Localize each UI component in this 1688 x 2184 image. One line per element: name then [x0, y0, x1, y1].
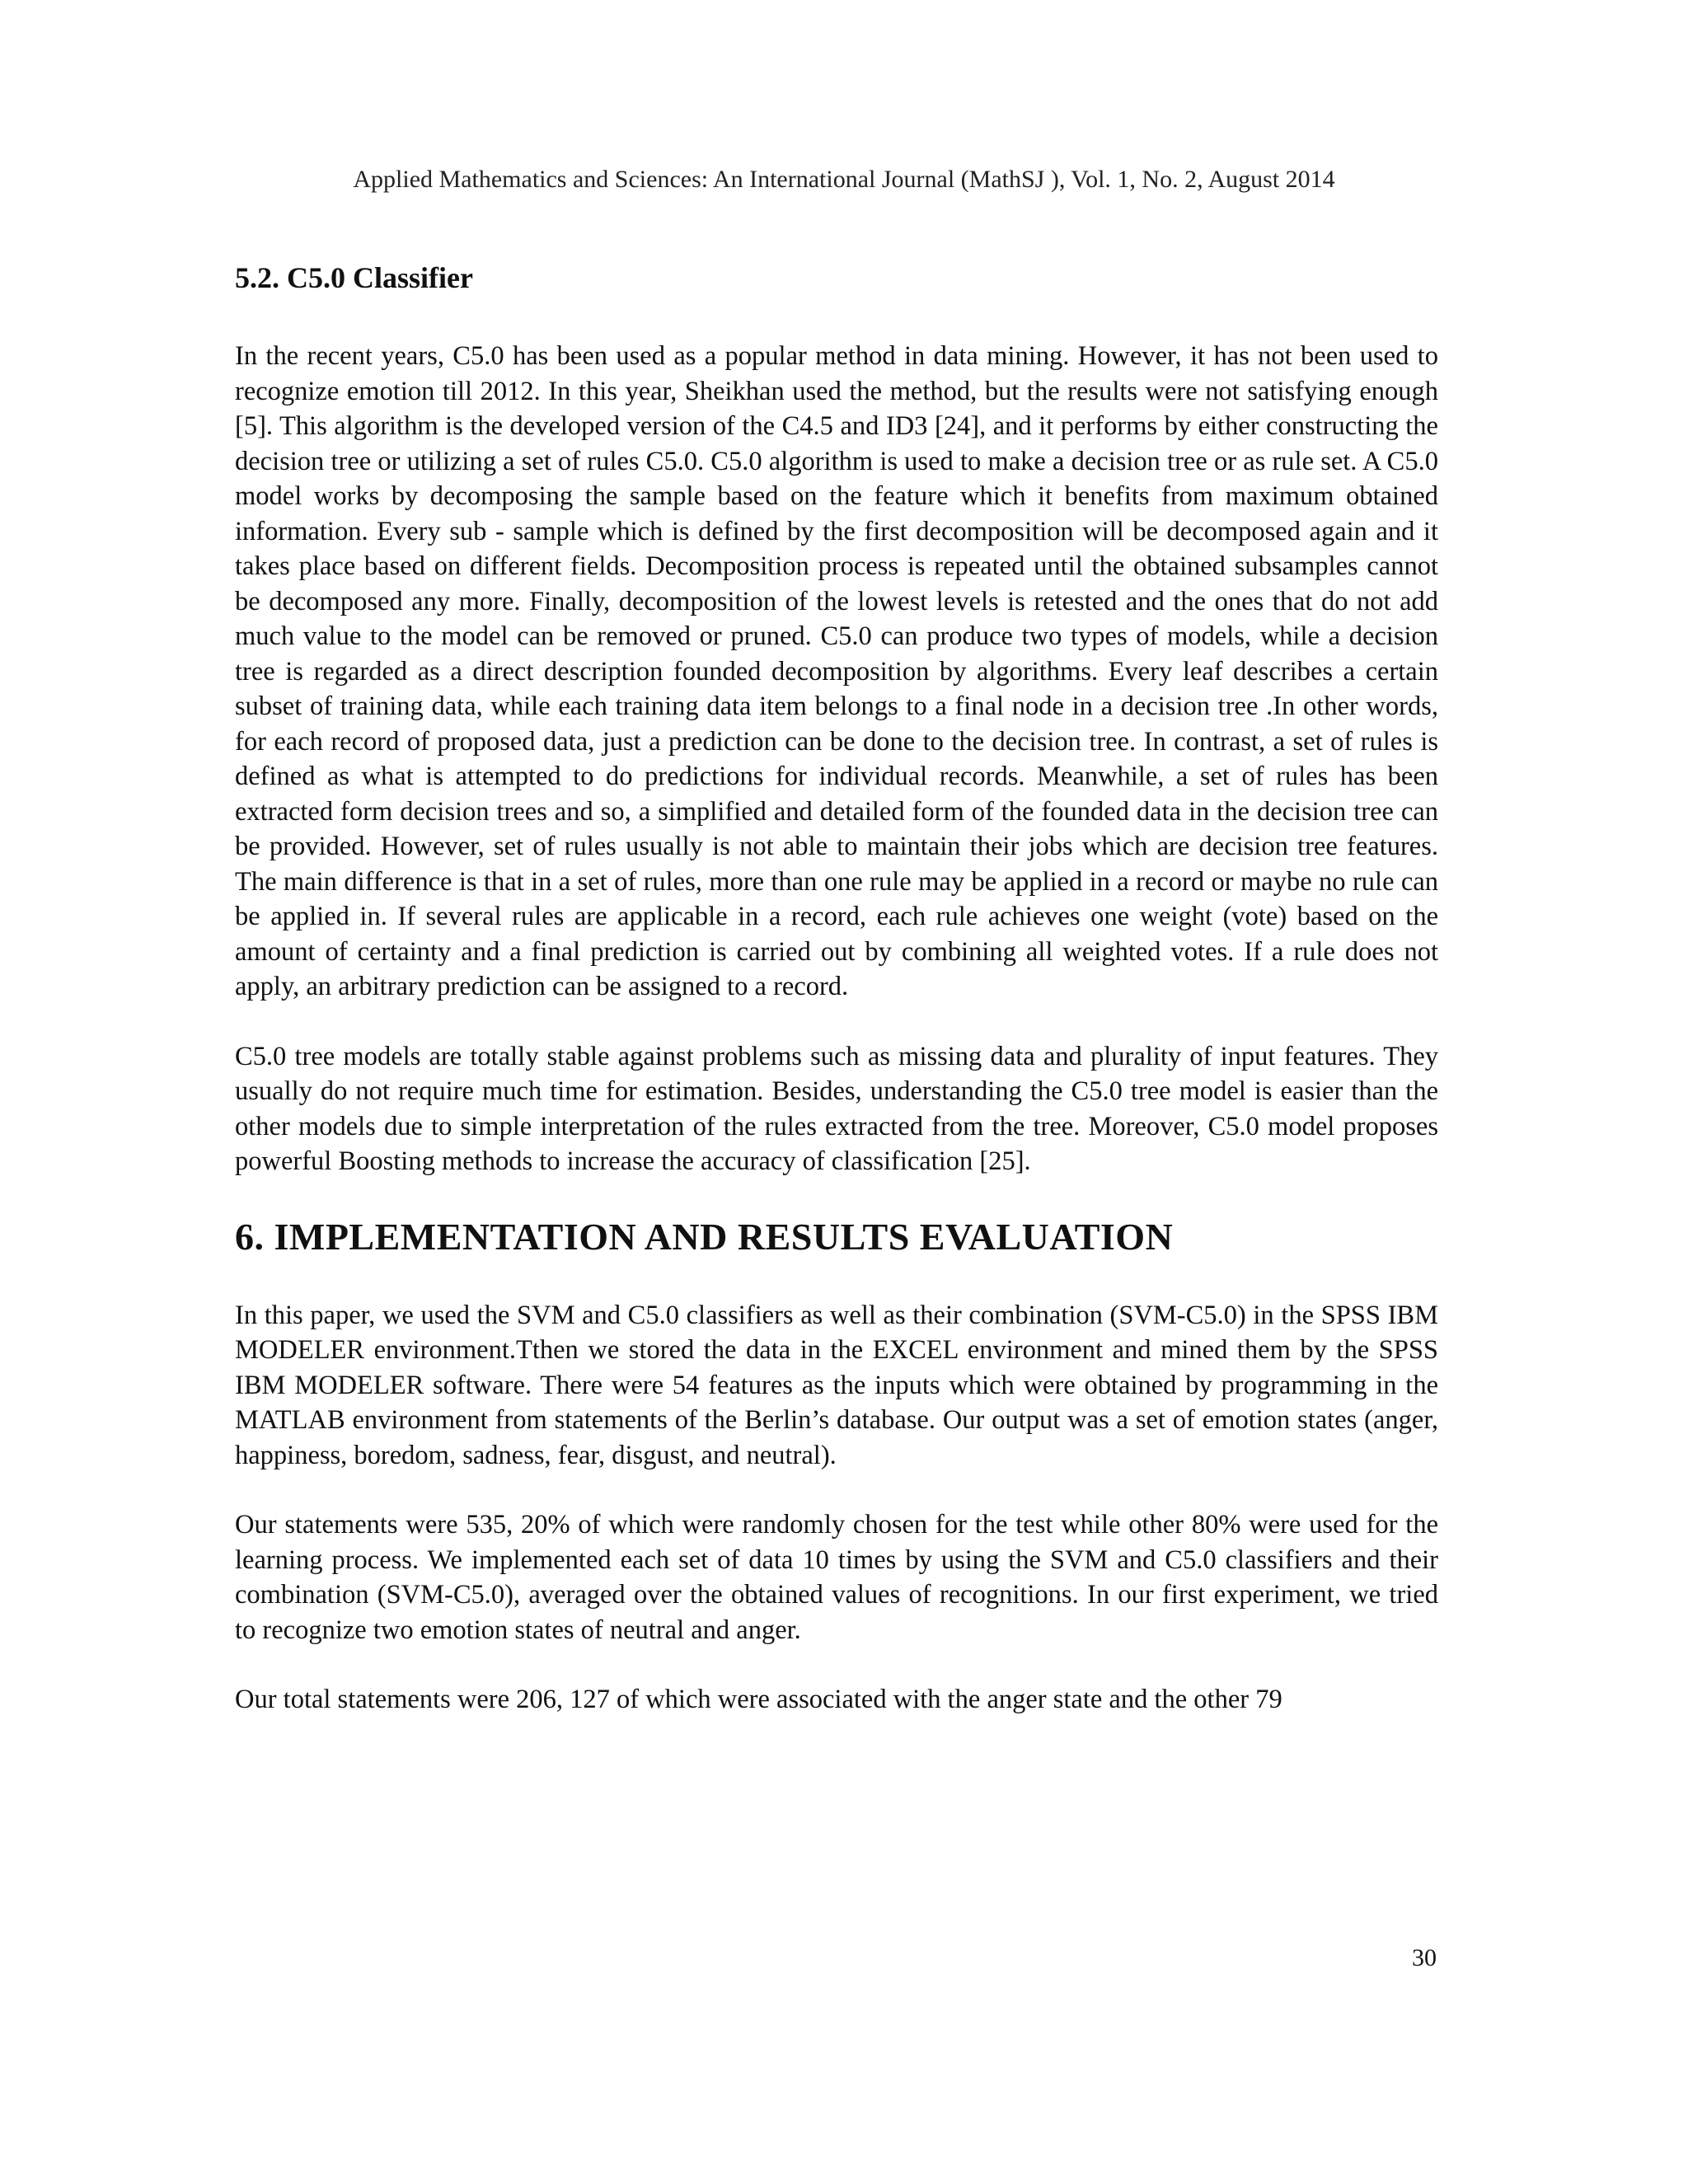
- section-heading-implementation: 6. IMPLEMENTATION AND RESULTS EVALUATION: [235, 1215, 1174, 1258]
- body-paragraph: In the recent years, C5.0 has been used as a popular method in data mining. However, it has not been used to recognize emotion till 2012. In this year, Sheikhan used the method, but the results were not satisfying enough [5]. This algorithm is the developed version of the C4.5 and ID3 [24], and it performs by either constructing the decision tree or utilizing a set of rules C5.0. C5.0 algorithm is used to make a decision tree or as rule set. A C5.0 model works by decomposing the sample based on the feature which it benefits from maximum obtained information. Every sub - sample which is defined by the first decomposition will be decomposed again and it takes place based on different fields. Decomposition process is repeated until the obtained subsamples cannot be decomposed any more. Finally, decomposition of the lowest levels is retested and the ones that do not add much value to the model can be removed or pruned. C5.0 can produce two types of models, while a decision tree is regarded as a direct description founded decomposition by algorithms. Every leaf describes a certain subset of training data, while each training data item belongs to a final node in a decision tree .In other words, for each record of proposed data, just a prediction can be done to the decision tree. In contrast, a set of rules is defined as what is attempted to do predictions for individual records. Meanwhile, a set of rules has been extracted form decision trees and so, a simplified and detailed form of the founded data in the decision tree can be provided. However, set of rules usually is not able to maintain their jobs which are decision tree features. The main difference is that in a set of rules, more than one rule may be applied in a record or maybe no rule can be applied in. If several rules are applicable in a record, each rule achieves one weight (vote) based on the amount of certainty and a final prediction is carried out by combining all weighted votes. If a rule does not apply, an arbitrary prediction can be assigned to a record.: [235, 341, 1438, 1001]
- running-header: Applied Mathematics and Sciences: An International Journal (MathSJ ), Vol. 1, No. 2, August 2014: [353, 166, 1335, 193]
- body-paragraph: In this paper, we used the SVM and C5.0 classifiers as well as their combination (SVM-C5.0) in the SPSS IBM MODELER environment.Tthen we stored the data in the EXCEL environment and mined them by the SPSS IBM MODELER software. There were 54 features as the inputs which were obtained by programming in the MATLAB environment from statements of the Berlin’s database. Our output was a set of emotion states (anger, happiness, boredom, sadness, fear, disgust, and neutral).: [235, 1300, 1438, 1470]
- page-number: 30: [1412, 1944, 1437, 1971]
- page-body: [235, 260, 1438, 1718]
- subsection-heading-c50-classifier: 5.2. C5.0 Classifier: [235, 261, 473, 294]
- body-paragraph: Our total statements were 206, 127 of which were associated with the anger state and the other 79: [235, 1685, 1282, 1714]
- body-paragraph: C5.0 tree models are totally stable against problems such as missing data and plurality of input features. They usually do not require much time for estimation. Besides, understanding the C5.0 tree model is easier than the other models due to simple interpretation of the rules extracted from the tree. Moreover, C5.0 model proposes powerful Boosting methods to increase the accuracy of classification [25].: [235, 1041, 1438, 1176]
- body-paragraph: Our statements were 535, 20% of which were randomly chosen for the test while other 80% were used for the learning process. We implemented each set of data 10 times by using the SVM and C5.0 classifiers and their combination (SVM-C5.0), averaged over the obtained values of recognitions. In our first experiment, we tried to recognize two emotion states of neutral and anger.: [235, 1510, 1438, 1645]
